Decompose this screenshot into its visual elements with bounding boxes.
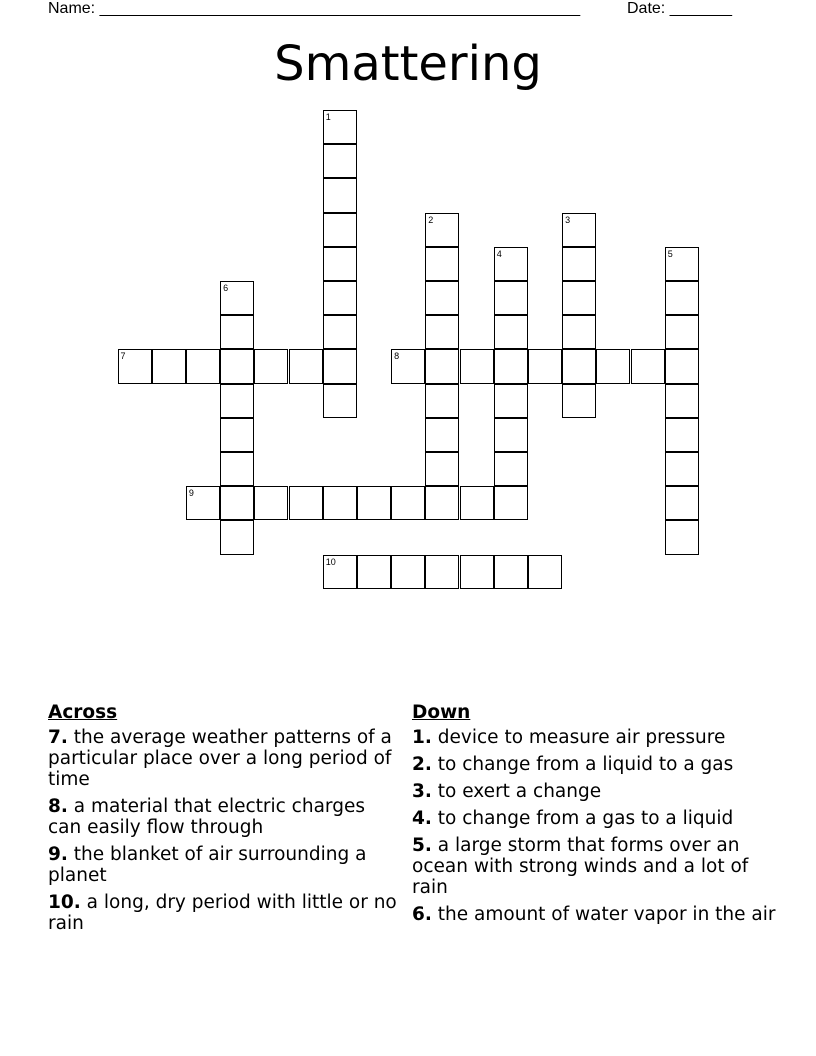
across-heading: Across xyxy=(48,702,118,723)
puzzle-title: Smattering xyxy=(274,36,542,92)
clue-number: 10. xyxy=(48,892,81,913)
grid-cell[interactable] xyxy=(562,384,596,418)
clue-number-label: 3 xyxy=(565,214,571,225)
grid-cell[interactable] xyxy=(425,452,459,486)
grid-cell[interactable] xyxy=(425,247,459,281)
grid-cell[interactable] xyxy=(425,384,459,418)
clue-text: to change from a liquid to a gas xyxy=(437,754,734,775)
clue-number-label: 6 xyxy=(223,283,229,293)
grid-cell[interactable] xyxy=(220,520,254,554)
grid-cell[interactable] xyxy=(391,349,425,383)
clue-number-label: 7 xyxy=(120,351,126,362)
grid-cell[interactable] xyxy=(323,281,357,315)
clue-number-label: 10 xyxy=(325,556,336,567)
clue-text: to change from a gas to a liquid xyxy=(437,808,734,829)
grid-cell[interactable] xyxy=(425,315,459,349)
grid-cell[interactable] xyxy=(494,452,528,486)
grid-cell[interactable] xyxy=(425,486,459,520)
grid-cell[interactable] xyxy=(323,349,357,383)
grid-cell[interactable] xyxy=(494,247,528,281)
across-clues xyxy=(48,702,398,940)
clue-number: 9. xyxy=(48,844,68,865)
down-heading: Down xyxy=(412,702,471,723)
grid-cell[interactable] xyxy=(494,349,528,383)
grid-cell[interactable] xyxy=(665,247,699,281)
down-clue xyxy=(412,904,782,925)
grid-cell[interactable] xyxy=(494,384,528,418)
grid-cell[interactable] xyxy=(494,281,528,315)
across-clue xyxy=(48,796,398,838)
clue-number: 3. xyxy=(412,781,432,802)
grid-cell[interactable] xyxy=(152,349,186,383)
grid-cell[interactable] xyxy=(631,349,665,383)
grid-cell[interactable] xyxy=(323,247,357,281)
across-clue xyxy=(48,892,398,934)
grid-cell[interactable] xyxy=(186,349,220,383)
clue-number-label: 4 xyxy=(496,248,502,259)
grid-cell[interactable] xyxy=(665,281,699,315)
grid-cell[interactable] xyxy=(323,384,357,418)
grid-cell[interactable] xyxy=(562,281,596,315)
grid-cell[interactable] xyxy=(665,452,699,486)
down-clues xyxy=(412,702,782,931)
grid-cell[interactable] xyxy=(562,315,596,349)
grid-cell[interactable] xyxy=(323,555,357,589)
grid-cell[interactable] xyxy=(528,555,562,589)
grid-cell[interactable] xyxy=(220,486,254,520)
grid-cell[interactable] xyxy=(494,486,528,520)
grid-cell[interactable] xyxy=(118,349,152,383)
grid-cell[interactable] xyxy=(357,486,391,520)
grid-cell[interactable] xyxy=(220,315,254,349)
clue-number: 4. xyxy=(412,808,432,829)
grid-cell[interactable] xyxy=(220,452,254,486)
clue-number-label: 8 xyxy=(394,351,400,362)
grid-cell[interactable] xyxy=(220,349,254,383)
clue-number: 8. xyxy=(48,796,68,817)
grid-cell[interactable] xyxy=(460,486,494,520)
down-clue xyxy=(412,727,782,748)
clue-number: 6. xyxy=(412,904,432,925)
clue-number: 1. xyxy=(412,727,432,748)
down-clue xyxy=(412,808,782,829)
grid-cell[interactable] xyxy=(254,349,288,383)
grid-cell[interactable] xyxy=(186,486,220,520)
grid-cell[interactable] xyxy=(425,349,459,383)
across-clue xyxy=(48,727,398,790)
down-clue xyxy=(412,781,782,802)
grid-cell[interactable] xyxy=(665,349,699,383)
grid-cell[interactable] xyxy=(460,555,494,589)
grid-cell[interactable] xyxy=(425,281,459,315)
grid-cell[interactable] xyxy=(665,520,699,554)
grid-cell[interactable] xyxy=(323,110,357,144)
down-clue xyxy=(412,835,782,898)
grid-cell[interactable] xyxy=(665,418,699,452)
grid-cell[interactable] xyxy=(357,555,391,589)
grid-cell[interactable] xyxy=(494,555,528,589)
grid-cell[interactable] xyxy=(665,486,699,520)
grid-cell[interactable] xyxy=(391,555,425,589)
grid-cell[interactable] xyxy=(494,315,528,349)
clue-number: 2. xyxy=(412,754,432,775)
grid-cell[interactable] xyxy=(323,213,357,247)
grid-cell[interactable] xyxy=(425,418,459,452)
grid-cell[interactable] xyxy=(665,384,699,418)
grid-cell[interactable] xyxy=(562,247,596,281)
clue-number-label: 2 xyxy=(428,214,434,225)
clue-text: a material that electric charges can easily flow through xyxy=(48,796,365,838)
grid-cell[interactable] xyxy=(562,213,596,247)
grid-cell[interactable] xyxy=(323,486,357,520)
grid-cell[interactable] xyxy=(460,349,494,383)
grid-cell[interactable] xyxy=(220,384,254,418)
clue-text: the blanket of air surrounding a planet xyxy=(48,844,367,886)
grid-cell[interactable] xyxy=(562,349,596,383)
clue-text: to exert a change xyxy=(437,781,602,802)
clue-number-label: 9 xyxy=(188,488,194,499)
grid-cell[interactable] xyxy=(528,349,562,383)
grid-cell[interactable] xyxy=(220,281,254,315)
grid-cell[interactable] xyxy=(289,349,323,383)
grid-cell[interactable] xyxy=(323,178,357,212)
clue-number: 5. xyxy=(412,835,432,856)
name-field: Name: ______________________________________________________ xyxy=(48,0,581,17)
clue-number-label: 1 xyxy=(325,112,331,122)
grid-cell[interactable] xyxy=(665,315,699,349)
grid-cell[interactable] xyxy=(494,418,528,452)
grid-cell[interactable] xyxy=(289,486,323,520)
clue-number: 7. xyxy=(48,727,68,748)
grid-cell[interactable] xyxy=(323,315,357,349)
clue-text: device to measure air pressure xyxy=(437,727,726,748)
grid-cell[interactable] xyxy=(596,349,630,383)
down-clue xyxy=(412,754,782,775)
clue-number-label: 5 xyxy=(667,248,673,259)
clue-text: a long, dry period with little or no rain xyxy=(48,892,397,934)
clue-text: the average weather patterns of a particular place over a long period of time xyxy=(48,727,392,790)
clue-text: a large storm that forms over an ocean with strong winds and a lot of rain xyxy=(412,835,749,898)
grid-cell[interactable] xyxy=(220,418,254,452)
grid-cell[interactable] xyxy=(425,555,459,589)
clue-text: the amount of water vapor in the air xyxy=(437,904,776,925)
grid-cell[interactable] xyxy=(425,213,459,247)
date-field: Date: _______ xyxy=(627,0,732,17)
grid-cell[interactable] xyxy=(323,144,357,178)
grid-cell[interactable] xyxy=(391,486,425,520)
across-clue xyxy=(48,844,398,886)
grid-cell[interactable] xyxy=(254,486,288,520)
